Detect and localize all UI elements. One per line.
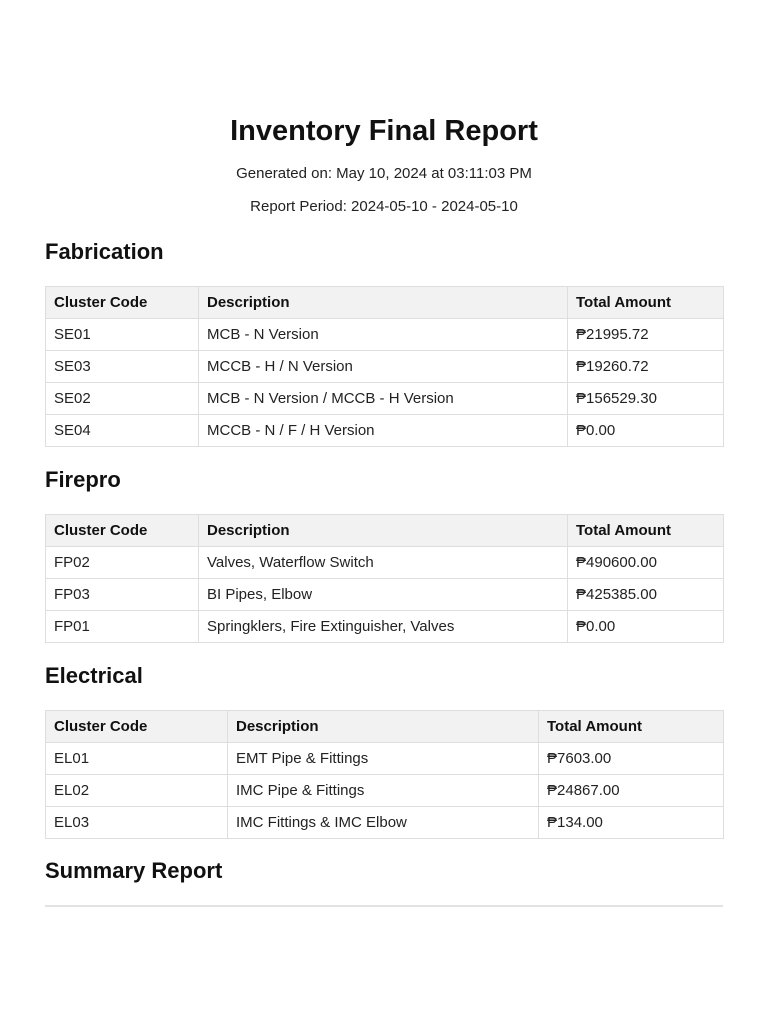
total-amount-cell: ₱19260.72 — [568, 351, 724, 383]
section-heading-fabrication: Fabrication — [45, 239, 164, 264]
summary-report-heading: Summary Report — [45, 858, 223, 883]
summary-divider — [45, 905, 723, 907]
cluster-code-cell: EL01 — [46, 743, 228, 775]
total-amount-cell: ₱0.00 — [568, 415, 724, 447]
column-header-total-amount: Total Amount — [568, 515, 724, 547]
report-title: Inventory Final Report — [230, 115, 538, 147]
description-cell: Valves, Waterflow Switch — [199, 547, 568, 579]
description-cell: IMC Fittings & IMC Elbow — [228, 807, 539, 839]
description-cell: Springklers, Fire Extinguisher, Valves — [199, 611, 568, 643]
table-row — [46, 743, 724, 775]
report-period: Report Period: 2024-05-10 - 2024-05-10 — [250, 198, 518, 215]
section-heading-electrical: Electrical — [45, 663, 143, 688]
table-row — [46, 415, 724, 447]
total-amount-cell: ₱0.00 — [568, 611, 724, 643]
cluster-code-cell: FP02 — [46, 547, 199, 579]
column-header-cluster-code: Cluster Code — [46, 711, 228, 743]
description-cell: MCB - N Version / MCCB - H Version — [199, 383, 568, 415]
table-row — [46, 351, 724, 383]
table-header-row — [46, 711, 724, 743]
total-amount-cell: ₱7603.00 — [539, 743, 724, 775]
table-row — [46, 807, 724, 839]
description-cell: MCB - N Version — [199, 319, 568, 351]
description-cell: IMC Pipe & Fittings — [228, 775, 539, 807]
description-cell: MCCB - H / N Version — [199, 351, 568, 383]
cluster-code-cell: EL03 — [46, 807, 228, 839]
table-row — [46, 319, 724, 351]
table-header-row — [46, 287, 724, 319]
cluster-code-cell: EL02 — [46, 775, 228, 807]
table-row — [46, 775, 724, 807]
table-row — [46, 383, 724, 415]
total-amount-cell: ₱156529.30 — [568, 383, 724, 415]
table-row — [46, 547, 724, 579]
column-header-description: Description — [228, 711, 539, 743]
firepro-table — [45, 514, 724, 643]
description-cell: MCCB - N / F / H Version — [199, 415, 568, 447]
cluster-code-cell: FP03 — [46, 579, 199, 611]
fabrication-table — [45, 286, 724, 447]
cluster-code-cell: SE02 — [46, 383, 199, 415]
column-header-total-amount: Total Amount — [568, 287, 724, 319]
column-header-total-amount: Total Amount — [539, 711, 724, 743]
electrical-table — [45, 710, 724, 839]
total-amount-cell: ₱490600.00 — [568, 547, 724, 579]
cluster-code-cell: SE01 — [46, 319, 199, 351]
total-amount-cell: ₱24867.00 — [539, 775, 724, 807]
cluster-code-cell: SE04 — [46, 415, 199, 447]
total-amount-cell: ₱425385.00 — [568, 579, 724, 611]
column-header-cluster-code: Cluster Code — [46, 287, 199, 319]
cluster-code-cell: FP01 — [46, 611, 199, 643]
column-header-cluster-code: Cluster Code — [46, 515, 199, 547]
column-header-description: Description — [199, 515, 568, 547]
column-header-description: Description — [199, 287, 568, 319]
section-heading-firepro: Firepro — [45, 467, 121, 492]
cluster-code-cell: SE03 — [46, 351, 199, 383]
table-header-row — [46, 515, 724, 547]
total-amount-cell: ₱21995.72 — [568, 319, 724, 351]
total-amount-cell: ₱134.00 — [539, 807, 724, 839]
table-row — [46, 611, 724, 643]
generated-timestamp: Generated on: May 10, 2024 at 03:11:03 PM — [236, 165, 532, 182]
description-cell: BI Pipes, Elbow — [199, 579, 568, 611]
description-cell: EMT Pipe & Fittings — [228, 743, 539, 775]
table-row — [46, 579, 724, 611]
